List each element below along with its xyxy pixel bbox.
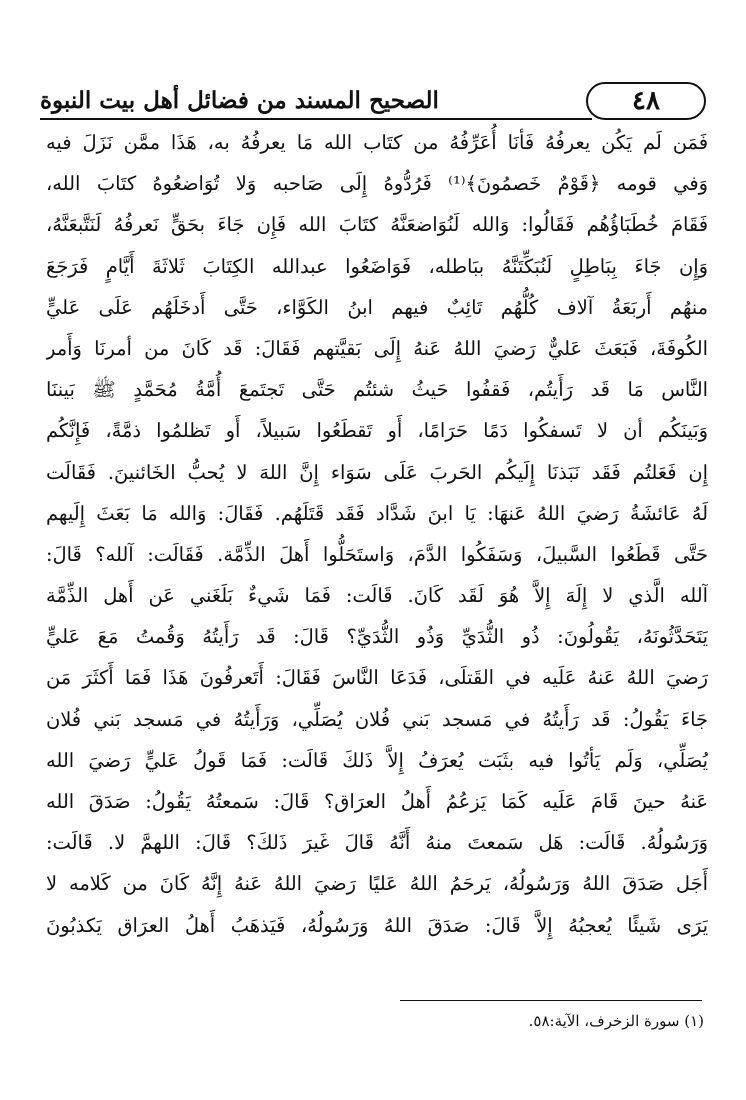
running-title: الصحيح المسند من فضائل أهل بيت النبوة (40, 87, 439, 114)
text-line: فَقَامَ خُطَبَاؤُهُم فَقَالُوا: وَالله لَنُوَاضعَنَّهُ كتَابَ الله فَإِن جَاءَ بحَقٍّ نَعرفُهُ لَنَتَّبعَنَّهُ، (46, 213, 708, 237)
header-rule (40, 118, 592, 120)
text-line: وَإِن جَاءَ بِبَاطِلٍ لَنُبَكِّتَنَّهُ ببَاطله، فَوَاضَعُوا عبدالله الكِتَابَ ثَلاثَةَ أَيَّامٍ فَرَجَعَ (46, 254, 708, 278)
text-line: منهُم أَربَعَةُ آلاف كُلُّهُم تَائِبٌ فيهم ابنُ الكَوَّاء، حَتَّى أَدخَلَهُم عَلَى عَليٍّ (46, 295, 708, 319)
text-line: يَرَى شَيئًا يُعجبُهُ إِلاَّ قَالَ: صَدَقَ اللهُ وَرَسُولُهُ، فَيَذهَبُ أَهلُ العرَاق يَكذبُونَ (46, 913, 708, 937)
page-number: ٤٨ (586, 82, 706, 120)
text-line: أَجَل صَدَقَ اللهُ وَرَسُولُهُ، يَرحَمُ اللهُ عَليًا رَضيَ اللهُ عَنهُ إِنَّهُ كَانَ من كَلامه لا (46, 872, 708, 896)
text-line: عَنهُ حينَ قَامَ عَلَيه كَمَا يَزعُمُ أَهلُ العرَاق؟ قَالَ: سَمعتُهُ يَقُولُ: صَدَقَ الله (46, 790, 708, 813)
text-line: النَّاس مَا قَد رَأَيتُم، فَقفُوا حَيثُ شئتُم حَتَّى تَجتَمعَ أُمَّةُ مُحَمَّدٍ ﷺ بَيننَا (46, 378, 708, 402)
text-line: وَفي قومه ﴿قَوْمٌ خَصمُونَ﴾⁽¹⁾ فَرُدُّوهُ إِلَى صَاحبه وَلا تُوَاضعُوهُ كتَابَ الله، (46, 172, 708, 196)
text-line: يَتَحَدَّثُونَهُ، يَقُولُونَ: ذُو الثُّدَيِّ وَذُو الثُّدَيِّ؟ قَالَ: قَد رَأَيتُهُ وَقُمتُ مَعَ عَليٍّ (46, 625, 708, 649)
text-line: الكُوفَةَ، فَبَعَثَ عَليٌّ رَضيَ اللهُ عَنهُ إِلَى بَقيَّتهم فَقَالَ: قَد كَانَ من أمرنَا وَأَمر (46, 336, 708, 360)
text-line: يُصَلِّي، وَلَم يَأتُوا فيه بثَبَت يُعرَفُ إِلاَّ ذَلكَ قَالَت: فَمَا قَولُ عَليٍّ رَضيَ الله (46, 748, 708, 772)
page-header (40, 82, 706, 122)
footnote: (١) سورة الزخرف، الآية:٥٨. (528, 1012, 704, 1030)
text-line: رَضيَ اللهُ عَنهُ عَلَيه في القَتلَى، فَدَعَا النَّاسَ فَقَالَ: أَتَعرفُونَ هَذَا فَمَا أَكثَرَ مَن (46, 666, 708, 690)
text-line: لَهُ عَائشَةُ رَضيَ اللهُ عَنهَا: يَا ابنَ شَدَّاد فَقَد قَتَلَهُم. فَقَالَ: وَالله مَا بَعَثَ إِلَيهم (46, 501, 708, 525)
text-line: إِن فَعَلتُم فَقَد نَبَذنَا إِلَيكُم الحَربَ عَلَى سَوَاء إِنَّ اللهَ لا يُحبُّ الخَائنينَ. فَقَالَت (46, 460, 708, 484)
text-line: آلله الَّذي لا إِلَهَ إِلاَّ هُوَ لَقَد كَانَ. قَالَت: فَمَا شَيءٌ بَلَغَني عَن أَهل الذِّمَّة (46, 584, 708, 608)
text-line: جَاءَ يَقُولُ: قَد رَأَيتُهُ في مَسجد بَني فُلان يُصَلِّي، وَرَأَيتُهُ في مَسجد بَني فُلان (46, 707, 708, 731)
footnote-separator (400, 1000, 702, 1001)
text-line: وَرَسُولُهُ. قَالَت: هَل سَمعتَ منهُ أَنَّهُ قَالَ غَيرَ ذَلكَ؟ قَالَ: اللهمَّ لا. قَالَت: (46, 831, 708, 855)
text-line: وَبَينَكُم أن لا تَسفكُوا دَمًا حَرَامًا، أَو تَقطَعُوا سَبيلاً، أَو تَظلمُوا ذمَّةً، فَإِنَّكُم (46, 419, 708, 443)
body-text (46, 122, 708, 946)
text-line: حَتَّى قَطَعُوا السَّبيلَ، وَسَفَكُوا الدَّمَ، وَاستَحَلُّوا أَهلَ الذِّمَّة. فَقَالَت: آلله؟ قَالَ: (46, 542, 708, 566)
text-line: فَمَن لَم يَكُن يعرفُهُ فَأنَا أُعَرِّفُهُ من كتَاب الله مَا يعرفُهُ به، هَذَا ممَّن نَزَلَ فيه (46, 131, 708, 154)
